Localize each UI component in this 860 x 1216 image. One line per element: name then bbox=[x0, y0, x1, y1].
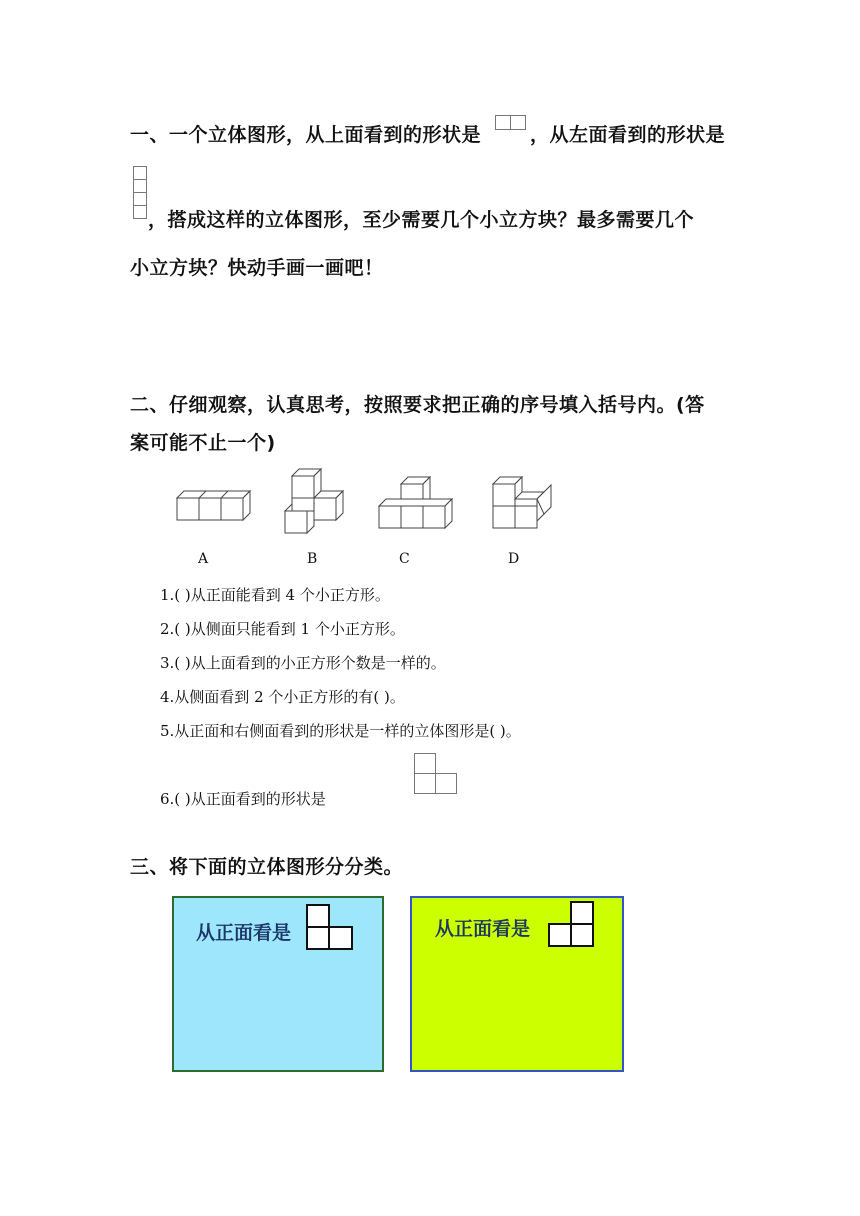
section3-title: 三、将下面的立体图形分分类。 bbox=[130, 856, 404, 878]
box1-label: 从正面看是 bbox=[196, 922, 292, 944]
question-item-4: 4.从侧面看到 2 个小正方形的有( )。 bbox=[160, 688, 405, 706]
left-view-shape-icon bbox=[133, 166, 147, 220]
front-view-l-shape-icon bbox=[414, 753, 458, 797]
section1-line1-b: ，从左面看到的形状是 bbox=[530, 124, 726, 146]
question-item-3: 3.( )从上面看到的小正方形个数是一样的。 bbox=[160, 654, 446, 672]
cube-figure-a bbox=[170, 490, 250, 535]
cube-figure-d bbox=[488, 474, 558, 534]
figure-label-d: D bbox=[508, 551, 520, 567]
figure-label-a: A bbox=[198, 551, 209, 567]
top-view-shape-icon bbox=[495, 115, 527, 131]
section2-title-line1: 二、仔细观察，认真思考，按照要求把正确的序号填入括号内。(答 bbox=[130, 394, 705, 416]
section2-title-line2: 案可能不止一个) bbox=[130, 432, 276, 454]
cube-figure-b bbox=[280, 468, 350, 538]
section1-line1-a: 一、一个立体图形，从上面看到的形状是 bbox=[130, 124, 482, 146]
box2-l-shape-icon bbox=[548, 901, 596, 947]
box1-l-shape-icon bbox=[306, 904, 354, 950]
figure-label-b: B bbox=[307, 551, 318, 567]
cube-figure-c bbox=[375, 474, 455, 534]
question-item-5: 5.从正面和右侧面看到的形状是一样的立体图形是( )。 bbox=[160, 722, 521, 740]
question-item-2: 2.( )从侧面只能看到 1 个小正方形。 bbox=[160, 620, 405, 638]
question-item-6: 6.( )从正面看到的形状是 bbox=[160, 790, 326, 808]
question-item-1: 1.( )从正面能看到 4 个小正方形。 bbox=[160, 586, 390, 604]
figure-label-c: C bbox=[399, 551, 410, 567]
section1-line3: 小立方块？快动手画一画吧！ bbox=[130, 257, 384, 279]
box2-label: 从正面看是 bbox=[435, 918, 531, 940]
section1-line2: ，搭成这样的立体图形，至少需要几个小立方块？最多需要几个 bbox=[148, 209, 695, 231]
